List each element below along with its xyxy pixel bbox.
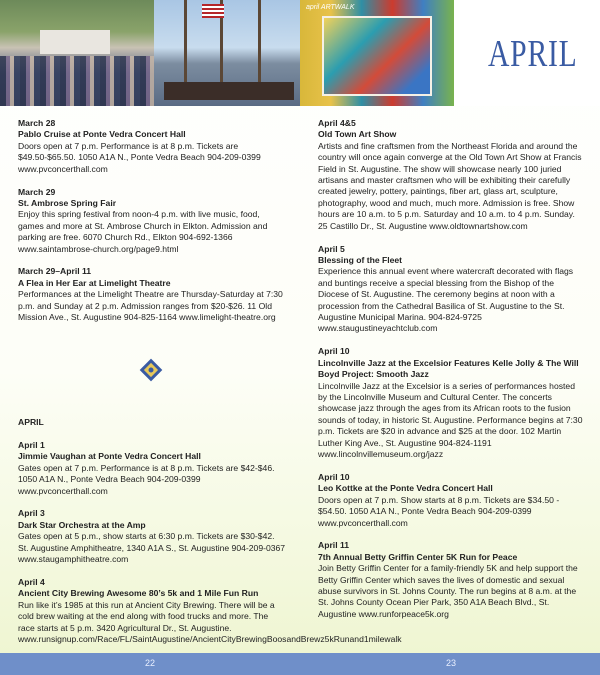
event-title: St. Ambrose Spring Fair: [18, 197, 117, 208]
event-description: Doors open at 7 p.m. Performance is at 8 p.m. Tickets are $49.50-$65.50. 1050 A1A N., Ponte Vedra Beach 904-209-0399 www.pvconcerthall.com: [18, 140, 261, 174]
right-column: [318, 118, 584, 632]
footer-bar: [0, 653, 600, 675]
event-date: March 29–April 11: [18, 266, 92, 277]
tall-ship-photo: [154, 0, 300, 106]
festival-crowd-photo: [0, 0, 154, 106]
event-item: [18, 118, 286, 175]
event-title: A Flea in Her Ear at Limelight Theatre: [18, 277, 171, 288]
header-photo-strip: [0, 0, 600, 106]
event-title: Jimmie Vaughan at Ponte Vedra Concert Hall: [18, 451, 201, 462]
event-title: Lincolnville Jazz at the Excelsior Features Kelle Jolly & The Will Boyd Project: Smooth Jazz: [318, 357, 579, 380]
event-title: Old Town Art Show: [318, 129, 397, 140]
event-item: [18, 440, 286, 497]
event-title: Blessing of the Fleet: [318, 254, 403, 265]
event-date: April 5: [318, 243, 345, 254]
event-description: Gates open at 7 p.m. Performance is at 8 p.m. Tickets are $42-$46. 1050 A1A N., Ponte Vedra Beach 904-209-0399 www.pvconcerthall.com: [18, 462, 275, 496]
event-date: March 28: [18, 118, 56, 128]
event-item: [318, 346, 584, 460]
event-item: [18, 187, 286, 255]
month-title: APRIL: [488, 33, 578, 75]
event-title: Ancient City Brewing Awesome 80’s 5k and 1 Mile Fun Run: [18, 588, 259, 599]
event-description: Artists and fine craftsmen from the Northeast Florida and around the country will once again converge at the Old Town Art Show at Francis Field in St. Augustine. The show will showcase nearly 100 juried artisans and master craftsmen who will be exhibiting their carefully created jewelry, pottery, paintings, fiber art, glass art, sculpture, photography, wood and much, much more. Admission is free. Show hours are 10 a.m. to 5 p.m. Saturday and 10 a.m. to 4 p.m. Sunday. 25 Castillo Dr., St. Augustine www.oldtownartshow.com: [318, 140, 582, 231]
event-item: [318, 118, 584, 232]
event-date: April 10: [318, 471, 350, 482]
event-description: Lincolnville Jazz at the Excelsior is a series of performances hosted by the Lincolnville Museum and Cultural Center. The concerts showcase jazz through the ages from its African roots to the fusion sounds of today, in historic St. Augustine. Performance begins at 7:30 p.m. Tickets are $20 in advance and $25 at the door. 102 Martin Luther King Ave., St. Augustine 904-824-1191 www.lincolnvillemuseum.org/jazz: [318, 380, 583, 459]
page-number-right: 23: [446, 658, 457, 668]
artwalk-sign: april ARTWALK: [306, 4, 355, 11]
event-title: Leo Kottke at the Ponte Vedra Concert Hall: [318, 483, 493, 494]
event-description: Run like it’s 1985 at this run at Ancient City Brewing. There will be a cold brew waiting at the end along with food trucks and more. The race starts at 5 p.m. 3420 Agricultural Dr., St. Augustine. www.runsignup.com/Race/FL/SaintAugustine/AncientCityBrewingBoosandBrewz5kRunand1milewalk: [18, 599, 402, 644]
event-item: [18, 508, 286, 565]
event-title: 7th Annual Betty Griffin Center 5K Run for Peace: [318, 551, 518, 562]
event-description: Enjoy this spring festival from noon-4 p.m. with live music, food, games and more at St. Ambrose Church in Elkton. Admission and parking are free. 6070 Church Rd., Elkton 904-692-1366 www.saintambrose-church.org/page9.html: [18, 209, 268, 254]
event-item: [18, 576, 402, 645]
event-description: Join Betty Griffin Center for a family-friendly 5K and help support the Betty Griffin Center which saves the lives of domestic and sexual abuse survivors in St. Johns County. The run begins at 8 a.m. at the St. Johns County Ocean Pier Park, 350 A1A Beach Blvd., St. Augustine www.runforpeace5k.org: [318, 563, 578, 619]
event-item: [318, 472, 584, 529]
event-description: Performances at the Limelight Theatre are Thursday-Saturday at 7:30 p.m. and Sunday at 2 p.m. Admission ranges from $20-$26. 11 Old Mission Ave., St. Augustine 904-825-1164 www.limelight-theatre.org: [18, 289, 283, 323]
ornament-divider: [18, 335, 286, 417]
event-title: Pablo Cruise at Ponte Vedra Concert Hall: [18, 129, 186, 140]
section-heading: APRIL: [18, 417, 44, 427]
event-description: Experience this annual event where watercraft decorated with flags and buntings receive a special blessing from the Bishop of the Diocese of St. Augustine. The ceremony begins at noon with a procession from the Cathedral Basilica of St. Augustine to the St. Augustine Municipal Marina. 904-824-9725 www.staugustineyachtclub.com: [318, 266, 574, 334]
event-date: March 29: [18, 186, 56, 197]
diamond-ornament-icon: [138, 357, 164, 383]
event-date: April 3: [18, 508, 45, 519]
event-date: April 1: [18, 439, 45, 450]
event-item: [318, 244, 584, 335]
event-date: April 4: [18, 576, 45, 587]
event-title: Dark Star Orchestra at the Amp: [18, 519, 146, 530]
event-description: Doors open at 7 p.m. Show starts at 8 p.m. Tickets are $34.50 - $54.50. 1050 A1A N., Ponte Vedra Beach 904-209-0399 www.pvconcerthall.com: [318, 494, 560, 528]
page-number-left: 22: [145, 658, 156, 668]
art-walk-photo: [300, 0, 454, 106]
event-date: April 10: [318, 346, 350, 357]
event-item: [318, 540, 584, 620]
event-date: April 11: [318, 540, 350, 551]
event-item: [18, 266, 286, 323]
event-description: Gates open at 5 p.m., show starts at 6:30 p.m. Tickets are $30-$42. St. Augustine Amphitheatre, 1340 A1A S., St. Augustine 904-209-0367 www.staugamphitheatre.com: [18, 531, 286, 565]
event-date: April 4&5: [318, 118, 356, 128]
